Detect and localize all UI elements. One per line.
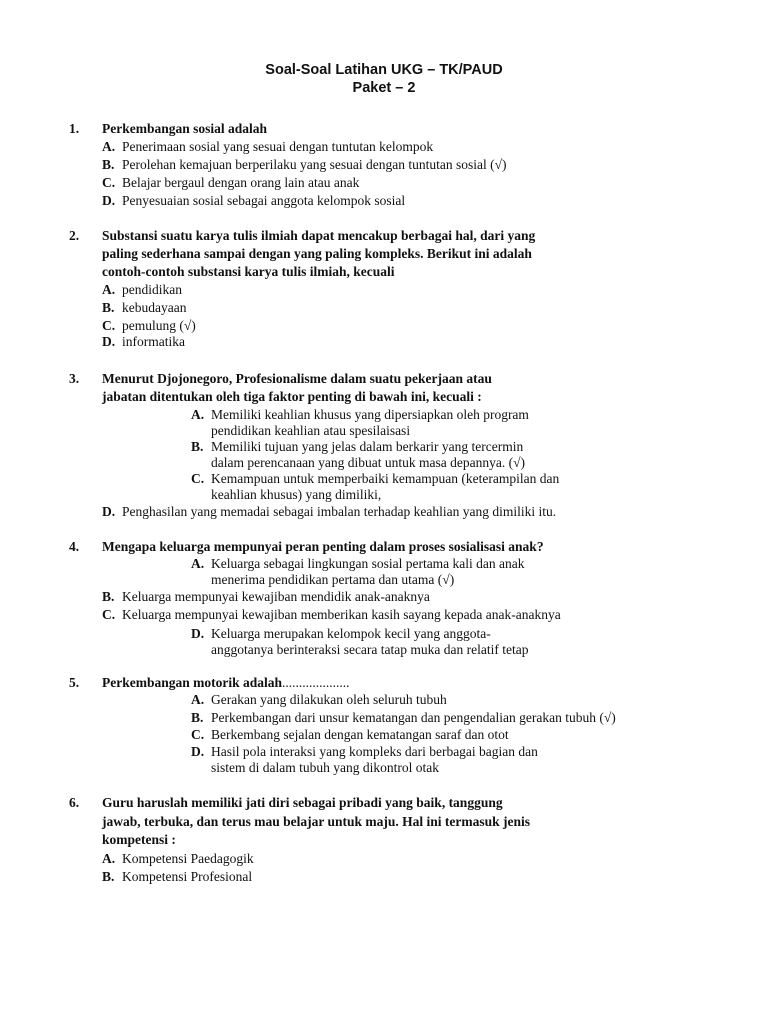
question-text-row — [102, 674, 622, 693]
question-text-line: Menurut Djojonegoro, Profesionalisme dalam suatu pekerjaan atau — [102, 371, 492, 386]
option-letter: A. — [102, 282, 116, 297]
option-c — [191, 471, 559, 503]
option-letter: D. — [102, 193, 116, 208]
option-d — [102, 334, 185, 350]
question-text-line: kompetensi : — [102, 832, 176, 847]
option-text-line: sistem di dalam tubuh yang dikontrol otak — [211, 760, 439, 775]
option-text-line: Memiliki keahlian khusus yang dipersiapkan oleh program — [211, 407, 529, 422]
option-text-line: Keluarga sebagai lingkungan sosial pertama kali dan anak — [211, 556, 525, 571]
option-text-line: pendidikan keahlian atau spesilaisasi — [211, 423, 411, 438]
question-text-line: Substansi suatu karya tulis ilmiah dapat mencakup berbagai hal, dari yang — [102, 228, 536, 243]
option-text-line: Keluarga merupakan kelompok kecil yang anggota- — [211, 626, 491, 641]
question-text: Perkembangan sosial adalah — [102, 121, 268, 136]
option-b — [191, 439, 525, 471]
option-letter: B. — [102, 157, 115, 172]
option-text: pemulung (√) — [122, 318, 196, 333]
option-letter: C. — [102, 175, 116, 190]
option-letter: B. — [102, 300, 115, 315]
question-number: 3. — [69, 371, 80, 386]
option-text: Penyesuaian sosial sebagai anggota kelompok sosial — [122, 193, 406, 208]
option-text: Berkembang sejalan dengan kematangan saraf dan otot — [211, 727, 509, 742]
option-b — [102, 589, 430, 605]
option-b — [102, 157, 507, 173]
question-text: Perkembangan motorik adalah — [102, 675, 283, 690]
option-b — [102, 300, 186, 316]
option-text: Penerimaan sosial yang sesuai dengan tuntutan kelompok — [122, 139, 434, 154]
option-letter: A. — [191, 556, 205, 571]
option-text: Kompetensi Profesional — [122, 869, 253, 884]
question-text-line: paling sederhana sampai dengan yang paling kompleks. Berikut ini adalah — [102, 246, 532, 261]
option-b — [191, 710, 616, 726]
question-number: 5. — [69, 675, 80, 690]
option-text: Perkembangan dari unsur kematangan dan pengendalian gerakan tubuh (√) — [211, 710, 616, 725]
option-a — [102, 139, 433, 155]
option-d — [191, 626, 528, 658]
option-a — [191, 407, 529, 439]
option-a — [102, 851, 254, 867]
option-text: pendidikan — [122, 282, 182, 297]
option-c — [102, 318, 196, 334]
option-text-line: dalam perencanaan yang dibuat untuk masa depannya. (√) — [211, 455, 526, 470]
option-text-line: menerima pendidikan pertama dan utama (√) — [211, 572, 455, 587]
option-text: Keluarga mempunyai kewajiban mendidik anak-anaknya — [122, 589, 430, 604]
question-text-line: jawab, terbuka, dan terus mau belajar untuk maju. Hal ini termasuk jenis — [102, 814, 531, 829]
option-a — [191, 556, 525, 588]
option-letter: C. — [102, 318, 116, 333]
option-letter: B. — [102, 869, 115, 884]
option-text: Gerakan yang dilakukan oleh seluruh tubuh — [211, 692, 447, 707]
question-number: 4. — [69, 539, 80, 554]
option-text-line: Hasil pola interaksi yang kompleks dari berbagai bagian dan — [211, 744, 538, 759]
option-letter: B. — [102, 589, 115, 604]
option-letter: C. — [102, 607, 116, 622]
answer-blank: .................... — [282, 675, 350, 690]
option-letter: D. — [102, 504, 116, 519]
question-text-line: jabatan ditentukan oleh tiga faktor penting di bawah ini, kecuali : — [102, 389, 482, 404]
page-subtitle: Paket – 2 — [352, 80, 416, 96]
option-letter: A. — [102, 139, 116, 154]
option-text: kebudayaan — [122, 300, 187, 315]
option-d — [191, 744, 538, 776]
option-text-line: anggotanya berinteraksi secara tatap muka dan relatif tetap — [211, 642, 529, 657]
option-letter: C. — [191, 471, 205, 486]
option-text: informatika — [122, 334, 185, 349]
option-letter: C. — [191, 727, 205, 742]
question-number: 1. — [69, 121, 80, 136]
option-letter: A. — [191, 692, 205, 707]
option-d — [102, 504, 556, 520]
question-text-line: contoh-contoh substansi karya tulis ilmiah, kecuali — [102, 264, 395, 279]
option-c — [102, 607, 561, 623]
option-text: Belajar bergaul dengan orang lain atau anak — [122, 175, 360, 190]
option-letter: D. — [102, 334, 116, 349]
option-text-line: Memiliki tujuan yang jelas dalam berkarir yang tercermin — [211, 439, 524, 454]
option-text: Keluarga mempunyai kewajiban memberikan kasih sayang kepada anak-anaknya — [122, 607, 561, 622]
option-letter: A. — [191, 407, 205, 422]
option-c — [191, 727, 509, 743]
option-text: Perolehan kemajuan berperilaku yang sesuai dengan tuntutan sosial (√) — [122, 157, 507, 172]
question-text-line: Guru haruslah memiliki jati diri sebagai pribadi yang baik, tanggung — [102, 795, 503, 810]
option-a — [102, 282, 182, 298]
option-b — [102, 869, 252, 885]
question-number: 2. — [69, 228, 80, 243]
question-number: 6. — [69, 795, 80, 810]
option-letter: B. — [191, 439, 204, 454]
option-text: Penghasilan yang memadai sebagai imbalan terhadap keahlian yang dimiliki itu. — [122, 504, 557, 519]
option-text-line: Kemampuan untuk memperbaiki kemampuan (keterampilan dan — [211, 471, 560, 486]
option-letter: D. — [191, 744, 205, 759]
option-letter: D. — [191, 626, 205, 641]
page-title: Soal-Soal Latihan UKG – TK/PAUD — [265, 62, 503, 78]
option-letter: A. — [102, 851, 116, 866]
option-c — [102, 175, 359, 191]
option-a — [191, 692, 447, 708]
option-text: Kompetensi Paedagogik — [122, 851, 254, 866]
option-d — [102, 193, 405, 209]
option-letter: B. — [191, 710, 204, 725]
question-text: Mengapa keluarga mempunyai peran penting dalam proses sosialisasi anak? — [102, 539, 544, 554]
option-text-line: keahlian khusus) yang dimiliki, — [211, 487, 382, 502]
